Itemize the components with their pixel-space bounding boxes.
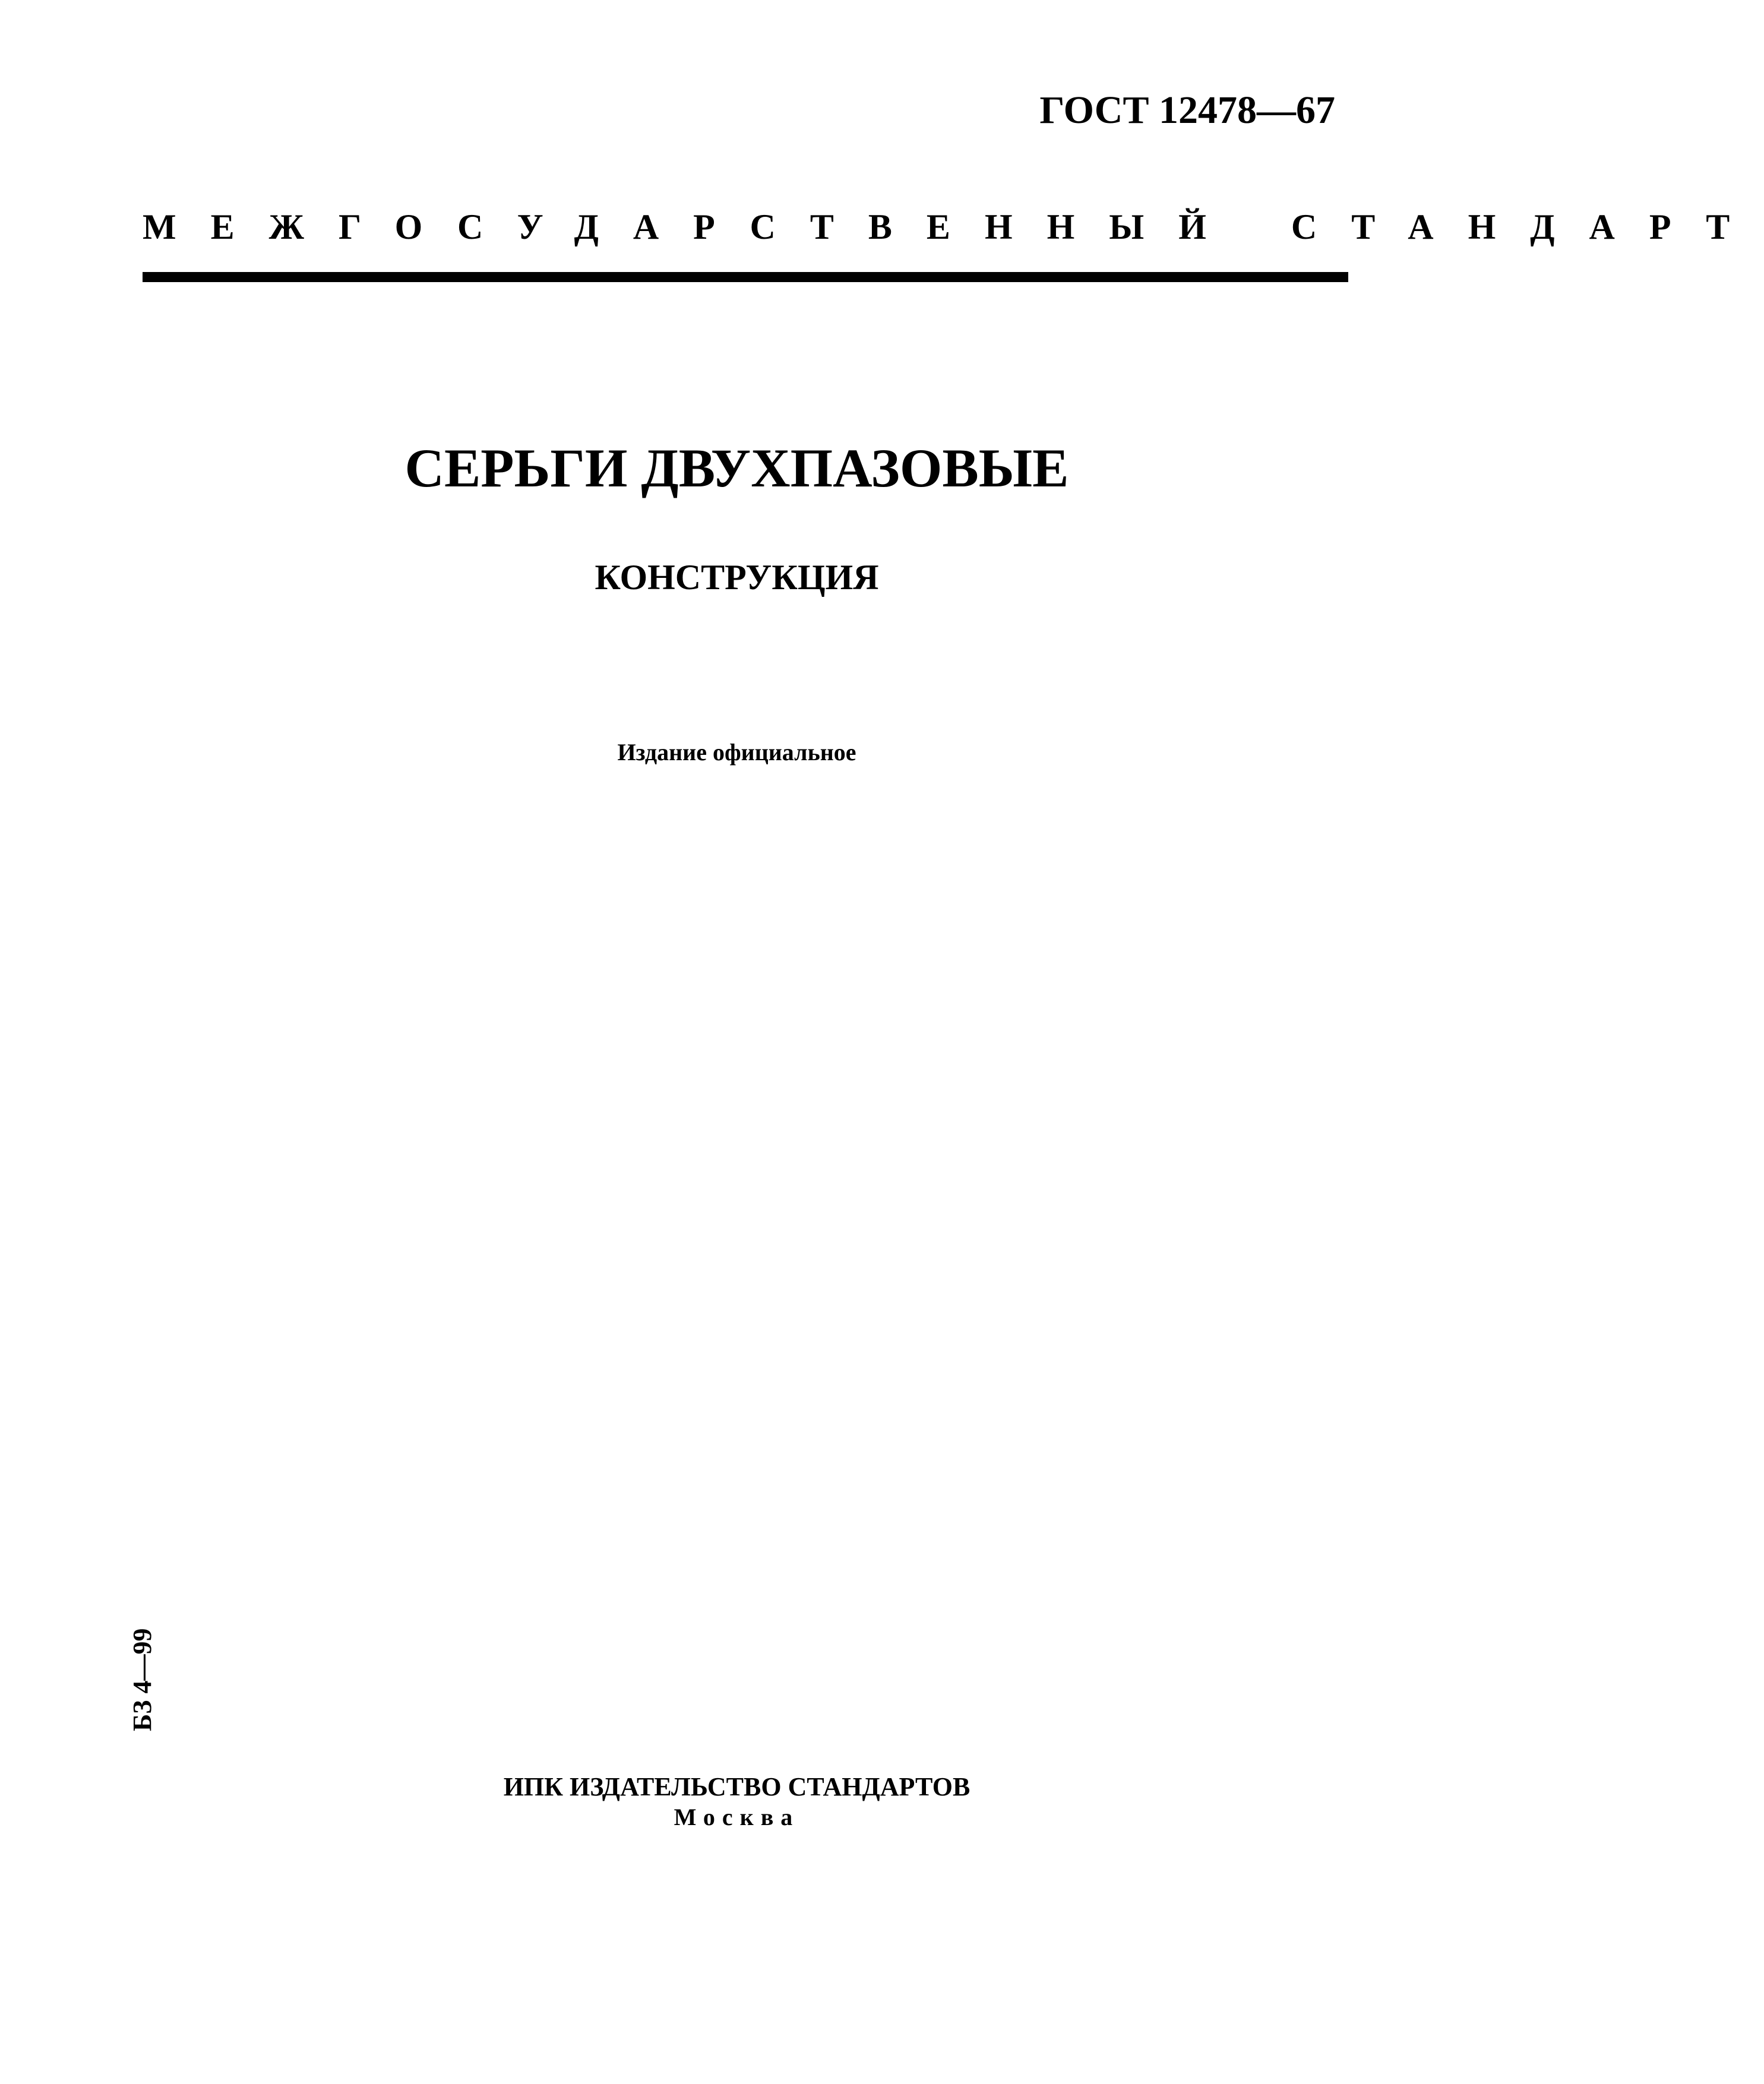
side-catalog-code: БЗ 4—99 <box>128 1628 157 1731</box>
header-word-interstate: МЕЖГОСУДАРСТВЕННЫЙ <box>143 207 1241 246</box>
header-rule <box>143 272 1348 282</box>
publisher-city: Москва <box>674 1804 800 1830</box>
publisher-name: ИПК ИЗДАТЕЛЬСТВО СТАНДАРТОВ <box>503 1772 970 1801</box>
gost-number: ГОСТ 12478—67 <box>1039 88 1335 132</box>
header-word-standard: СТАНДАРТ <box>1291 207 1764 246</box>
edition-note: Издание официальное <box>617 739 856 766</box>
document-title: СЕРЬГИ ДВУХПАЗОВЫЕ <box>404 438 1069 498</box>
interstate-standard-header <box>143 207 1764 246</box>
document-subtitle: КОНСТРУКЦИЯ <box>595 558 879 597</box>
